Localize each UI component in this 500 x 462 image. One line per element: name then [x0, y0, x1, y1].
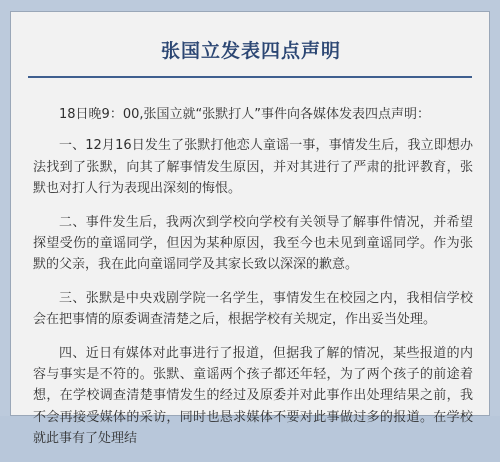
statement-paragraph-4: 四、近日有媒体对此事进行了报道，但据我了解的情况，某些报道的内容与事实是不符的。张默、童谣两个孩子都还年轻，为了两个孩子的前途着想，在学校调查清楚事情发生的经过及原委并对此事作出处理结果之前，我不会再接受媒体的采访，同时也恳求媒体不要对此事做过多的报道。在学校就此事有了处理结	[33, 345, 473, 447]
document-body	[33, 104, 473, 462]
document-title: 张国立发表四点声明	[160, 40, 341, 62]
statement-paragraph-3: 三、张默是中央戏剧学院一名学生，事情发生在校园之内，我相信学校会在把事情的原委调查清楚之后，根据学校有关规定，作出妥当处理。	[33, 290, 473, 328]
statement-paragraph-2: 二、事件发生后，我两次到学校向学校有关领导了解事件情况，并希望探望受伤的童谣同学，但因为某种原因，我至今也未见到童谣同学。作为张默的父亲，我在此向童谣同学及其家长致以深深的歉意。	[33, 214, 473, 273]
title-divider	[28, 76, 472, 78]
statement-paragraph-1: 一、12月16日发生了张默打他恋人童谣一事，事情发生后，我立即想办法找到了张默，向其了解事情发生原因，并对其进行了严肃的批评教育，张默也对打人行为表现出深刻的悔恨。	[33, 138, 473, 197]
intro-paragraph: 18日晚9：00,张国立就“张默打人”事件向各媒体发表四点声明：	[59, 107, 430, 122]
statement-document	[10, 11, 490, 447]
